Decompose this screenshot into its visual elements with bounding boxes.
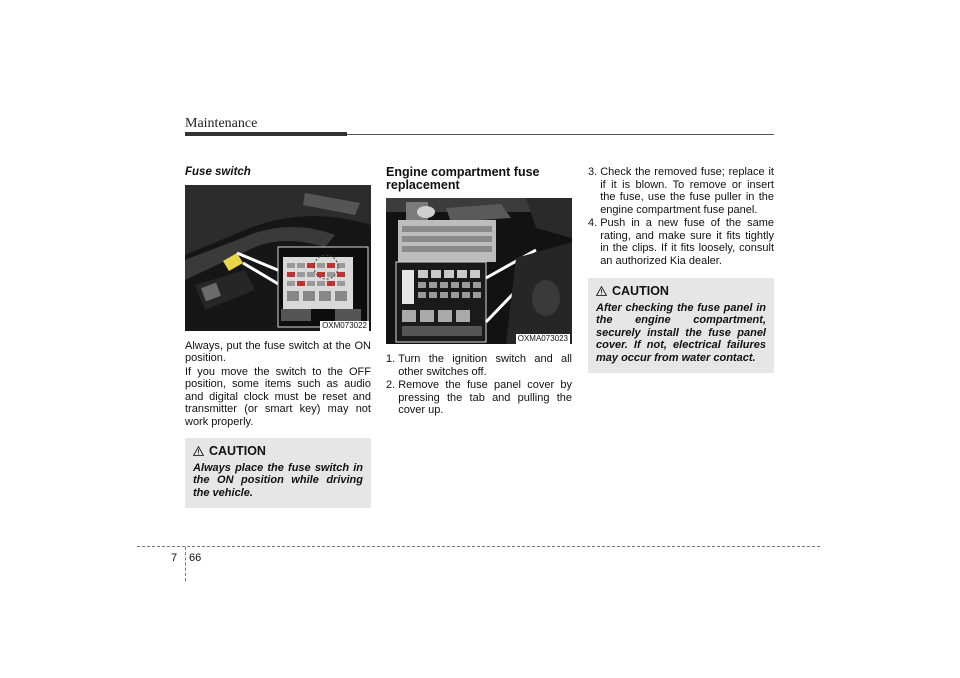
warning-triangle-icon: [193, 446, 204, 456]
step-number: 2.: [386, 379, 396, 391]
column-fuse-replacement-continued: [588, 166, 774, 373]
fuse-switch-illustration: [185, 185, 371, 331]
caution-box: [588, 278, 774, 373]
instruction-step: [386, 379, 572, 417]
caution-header: [193, 445, 363, 458]
caution-text: Always place the fuse switch in the ON position while driving the vehicle.: [193, 461, 363, 499]
instruction-step: [588, 217, 774, 267]
instruction-step: [386, 353, 572, 378]
footer-divider: [185, 547, 186, 581]
page-number: 66: [189, 552, 202, 564]
step-text: Check the removed fuse; replace it if it is blown. To remove or insert the fuse, use the fuse puller in the engine compartment fuse panel.: [600, 166, 774, 216]
section-heading: Engine compartment fuse replacement: [386, 165, 540, 192]
caution-header: [596, 285, 766, 298]
caution-label: CAUTION: [612, 284, 669, 298]
running-header-title: Maintenance: [185, 116, 258, 131]
step-text: Turn the ignition switch and all other switches off.: [398, 353, 572, 378]
caution-label: CAUTION: [209, 444, 266, 458]
fuse-switch-subheading: Fuse switch: [185, 166, 251, 178]
step-number: 1.: [386, 353, 396, 365]
step-text: Push in a new fuse of the same rating, and make sure it fits tightly in the clips. If it fits loosely, consult an authorized Kia dealer.: [600, 217, 774, 267]
header-rule-thin: [347, 134, 774, 135]
column-engine-fuse-replacement: [386, 166, 572, 418]
step-text: Remove the fuse panel cover by pressing the tab and pulling the cover up.: [398, 379, 572, 416]
engine-fuse-panel-illustration: [386, 198, 572, 344]
paragraph: Always, put the fuse switch at the ON position.: [185, 339, 371, 364]
warning-triangle-icon: [596, 286, 607, 296]
header-rule-thick: [185, 132, 347, 136]
paragraph: If you move the switch to the OFF position, some items such as audio and digital clock must be reset and transmitter (or smart key) may not work properly.: [185, 365, 371, 428]
column-fuse-switch: [185, 166, 371, 508]
instruction-step: [588, 166, 774, 216]
chapter-number: 7: [171, 552, 178, 564]
figure-caption: OXM073022: [322, 320, 367, 330]
fuse-switch-photo: [185, 185, 371, 331]
caution-text: After checking the fuse panel in the engine compartment, securely install the fuse panel cover. If not, electrical failures may occur from water contact.: [596, 301, 766, 364]
caution-box: [185, 438, 371, 508]
engine-fuse-panel-photo: [386, 198, 572, 344]
step-number: 4.: [588, 217, 598, 229]
footer-rule: [137, 546, 820, 547]
figure-caption: OXMA073023: [517, 334, 568, 343]
step-number: 3.: [588, 166, 598, 178]
